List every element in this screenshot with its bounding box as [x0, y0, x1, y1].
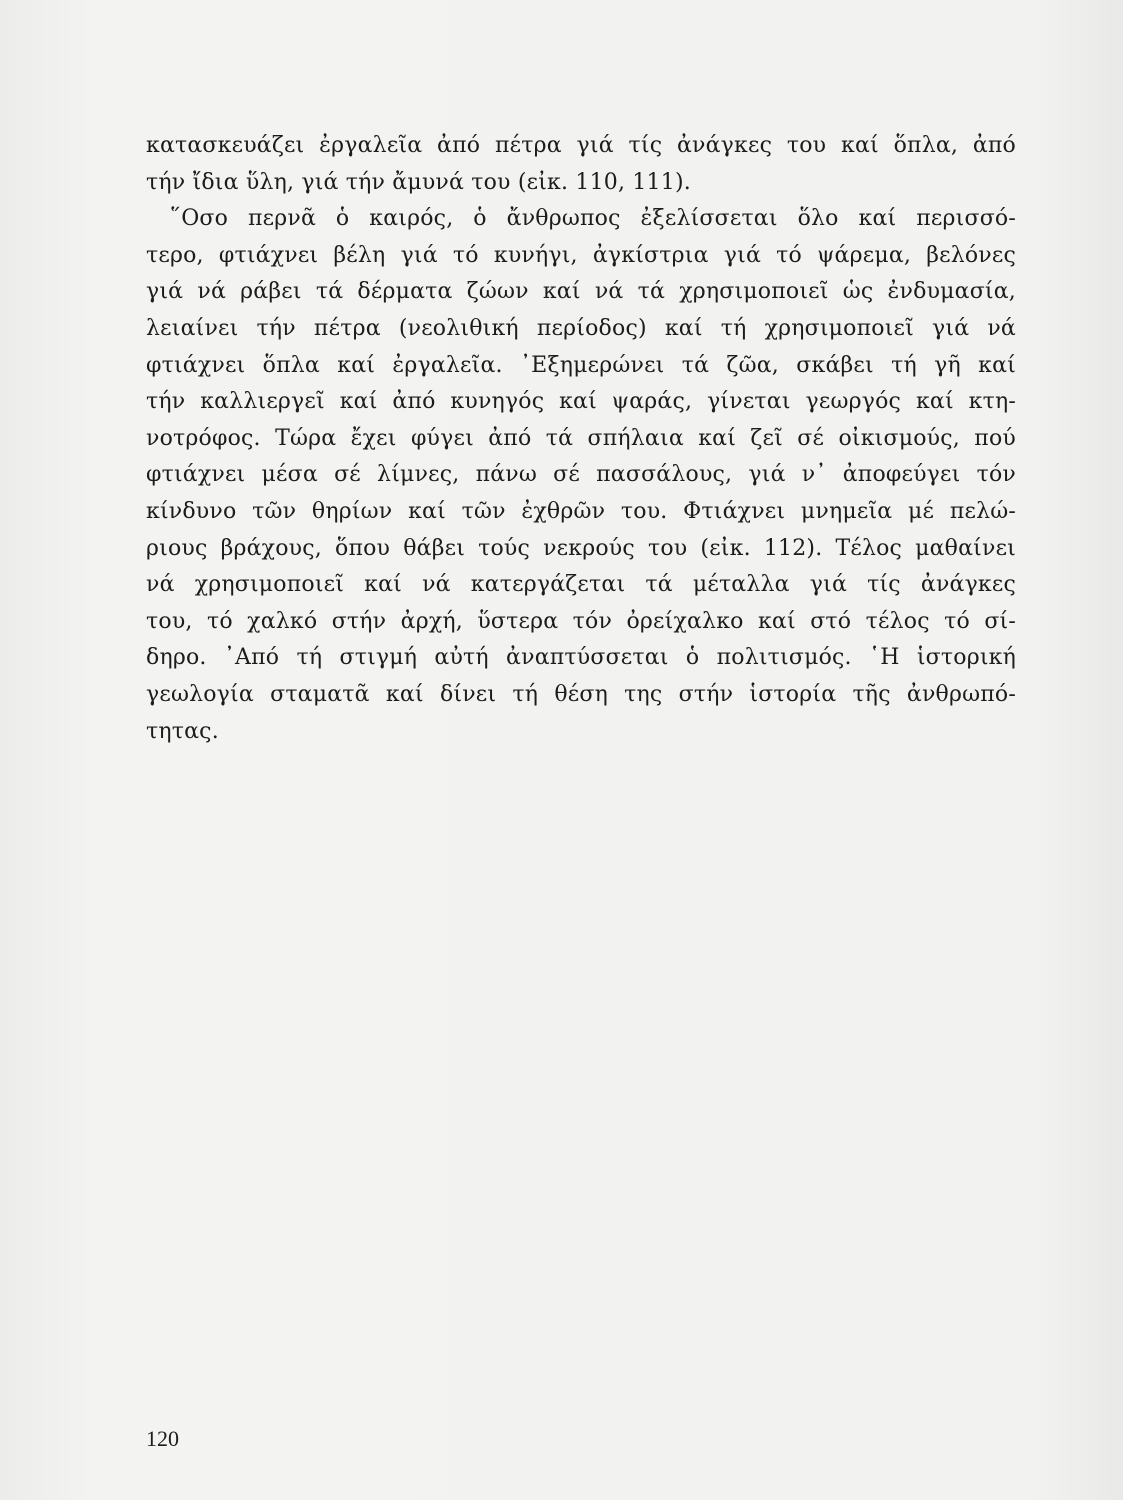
text-line: ῞Οσο περνᾶ ὁ καιρός, ὁ ἄνθρωπος ἐξελίσσεται ὅλο καί περισσό- [170, 206, 1016, 232]
text-line: τήν καλλιεργεῖ καί ἀπό κυνηγός καί ψαράς, γίνεται γεωργός καί κτη- [146, 389, 1016, 415]
text-line: κίνδυνο τῶν θηρίων καί τῶν ἐχθρῶν του. Φτιάχνει μνημεῖα μέ πελώ- [146, 498, 1016, 524]
text-line: κατασκευάζει ἐργαλεῖα ἀπό πέτρα γιά τίς ἀνάγκες του καί ὅπλα, ἀπό [146, 133, 1016, 158]
text-line: τερο, φτιάχνει βέλη γιά τό κυνήγι, ἀγκίστρια γιά τό ψάρεμα, βελόνες [146, 242, 1016, 268]
text-line: τήν ἴδια ὕλη, γιά τήν ἄμυνά του (εἰκ. 110, 111). [146, 169, 691, 195]
text-line: τητας. [146, 718, 219, 744]
text-line: γιά νά ράβει τά δέρματα ζώων καί νά τά χρησιμοποιεῖ ὡς ἐνδυμασία, [146, 279, 1016, 305]
text-line: λειαίνει τήν πέτρα (νεολιθική περίοδος) καί τή χρησιμοποιεῖ γιά νά [146, 315, 1016, 341]
text-line: του, τό χαλκό στήν ἀρχή, ὕστερα τόν ὀρείχαλκο καί στό τέλος τό σί- [146, 608, 1016, 634]
text-line: ριους βράχους, ὅπου θάβει τούς νεκρούς του (εἰκ. 112). Τέλος μαθαίνει [146, 535, 1016, 561]
text-line: νοτρόφος. Τώρα ἔχει φύγει ἀπό τά σπήλαια καί ζεῖ σέ οἰκισμούς, πού [146, 425, 1016, 451]
text-line: φτιάχνει ὅπλα καί ἐργαλεῖα. ᾽Εξημερώνει τά ζῶα, σκάβει τή γῆ καί [146, 352, 1016, 378]
text-line: φτιάχνει μέσα σέ λίμνες, πάνω σέ πασσάλους, γιά ν᾽ ἀποφεύγει τόν [146, 462, 1016, 488]
text-line: νά χρησιμοποιεῖ καί νά κατεργάζεται τά μέταλλα γιά τίς ἀνάγκες [146, 572, 1016, 598]
text-line: δηρο. ᾽Από τή στιγμή αὐτή ἀναπτύσσεται ὁ πολιτισμός. ῾Η ἱστορική [146, 645, 1016, 671]
text-line: γεωλογία σταματᾶ καί δίνει τή θέση της στήν ἱστορία τῆς ἀνθρωπό- [146, 681, 1016, 707]
body-text [146, 128, 1016, 750]
page-number: 120 [146, 1426, 179, 1451]
